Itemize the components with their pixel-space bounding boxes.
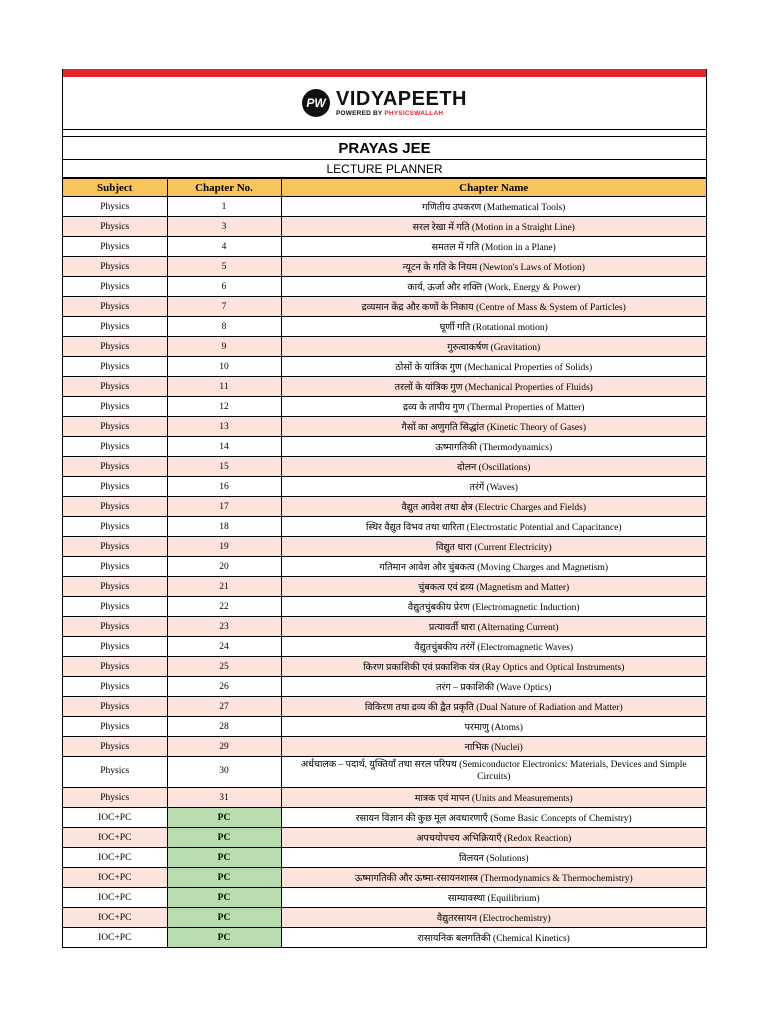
chapter-no-cell: PC [167, 808, 281, 828]
chapter-name-cell: ठोसों के यांत्रिक गुण (Mechanical Properties of Solids) [281, 357, 706, 377]
chapter-name-cell: चुंबकत्व एवं द्रव्य (Magnetism and Matter) [281, 577, 706, 597]
chapter-name-cell: तरलों के यांत्रिक गुण (Mechanical Properties of Fluids) [281, 377, 706, 397]
subject-cell: IOC+PC [63, 868, 167, 888]
logo-subtitle [336, 111, 467, 118]
table-row [63, 337, 706, 357]
table-row [63, 828, 706, 848]
subject-cell: Physics [63, 517, 167, 537]
subject-cell: IOC+PC [63, 828, 167, 848]
chapter-no-cell: 4 [167, 237, 281, 257]
subject-cell: Physics [63, 697, 167, 717]
chapter-no-cell: 28 [167, 717, 281, 737]
subject-cell: Physics [63, 417, 167, 437]
chapter-no-cell: 5 [167, 257, 281, 277]
chapter-no-cell: 22 [167, 597, 281, 617]
pw-logo-icon: PW [302, 89, 330, 117]
subject-cell: Physics [63, 297, 167, 317]
subject-cell: Physics [63, 237, 167, 257]
chapter-no-cell: 30 [167, 757, 281, 788]
table-row [63, 297, 706, 317]
chapter-name-cell: न्यूटन के गति के नियम (Newton's Laws of Motion) [281, 257, 706, 277]
subject-cell: Physics [63, 757, 167, 788]
brand-top-bar [63, 69, 706, 77]
table-row [63, 868, 706, 888]
subject-cell: Physics [63, 737, 167, 757]
table-row [63, 257, 706, 277]
chapter-name-cell: रसायन विज्ञान की कुछ मूल अवधारणाएँ (Some Basic Concepts of Chemistry) [281, 808, 706, 828]
chapter-no-cell: 3 [167, 217, 281, 237]
chapter-name-cell: तरंगें (Waves) [281, 477, 706, 497]
table-row [63, 788, 706, 808]
table-row [63, 317, 706, 337]
chapter-name-cell: नाभिक (Nuclei) [281, 737, 706, 757]
table-row [63, 277, 706, 297]
chapter-no-cell: 7 [167, 297, 281, 317]
page-title: PRAYAS JEE [63, 136, 706, 160]
chapter-name-cell: अर्धचालक – पदार्थ, युक्तियाँ तथा सरल परिपथ (Semiconductor Electronics: Materials, Devices and Simple Circuits) [281, 757, 706, 788]
chapter-name-cell: गुरुत्वाकर्षण (Gravitation) [281, 337, 706, 357]
subject-cell: Physics [63, 257, 167, 277]
subject-cell: Physics [63, 677, 167, 697]
table-row [63, 377, 706, 397]
chapter-name-cell: ऊष्मागतिकी और ऊष्मा-रसायनशास्त्र (Thermodynamics & Thermochemistry) [281, 868, 706, 888]
table-row [63, 597, 706, 617]
chapter-name-cell: वैद्युतचुंबकीय तरंगें (Electromagnetic Waves) [281, 637, 706, 657]
subject-cell: Physics [63, 317, 167, 337]
chapter-name-cell: गतिमान आवेश और चुंबकत्व (Moving Charges and Magnetism) [281, 557, 706, 577]
table-row [63, 757, 706, 788]
subject-cell: Physics [63, 337, 167, 357]
logo-text [336, 89, 467, 118]
chapter-no-cell: 11 [167, 377, 281, 397]
chapter-name-cell: रासायनिक बलगतिकी (Chemical Kinetics) [281, 928, 706, 948]
chapter-no-cell: 19 [167, 537, 281, 557]
subject-cell: IOC+PC [63, 808, 167, 828]
chapter-no-cell: PC [167, 868, 281, 888]
header-subject: Subject [63, 179, 167, 197]
chapter-no-cell: 24 [167, 637, 281, 657]
vidyapeeth-logo [302, 89, 467, 118]
subject-cell: Physics [63, 557, 167, 577]
subject-cell: Physics [63, 717, 167, 737]
chapter-name-cell: साम्यावस्था (Equilibrium) [281, 888, 706, 908]
table-row [63, 617, 706, 637]
table-row [63, 197, 706, 217]
chapter-name-cell: समतल में गति (Motion in a Plane) [281, 237, 706, 257]
chapter-no-cell: 16 [167, 477, 281, 497]
subject-cell: Physics [63, 597, 167, 617]
chapter-name-cell: वैद्युतचुंबकीय प्रेरण (Electromagnetic Induction) [281, 597, 706, 617]
chapter-name-cell: विकिरण तथा द्रव्य की द्वैत प्रकृति (Dual Nature of Radiation and Matter) [281, 697, 706, 717]
chapter-no-cell: 15 [167, 457, 281, 477]
chapter-no-cell: PC [167, 848, 281, 868]
subject-cell: Physics [63, 788, 167, 808]
chapter-name-cell: तरंग – प्रकाशिकी (Wave Optics) [281, 677, 706, 697]
chapter-name-cell: कार्य, ऊर्जा और शक्ति (Work, Energy & Power) [281, 277, 706, 297]
chapter-no-cell: 14 [167, 437, 281, 457]
chapter-no-cell: 26 [167, 677, 281, 697]
chapter-no-cell: 8 [167, 317, 281, 337]
chapter-name-cell: वैद्युतरसायन (Electrochemistry) [281, 908, 706, 928]
subject-cell: Physics [63, 277, 167, 297]
chapter-name-cell: किरण प्रकाशिकी एवं प्रकाशिक यंत्र (Ray Optics and Optical Instruments) [281, 657, 706, 677]
table-row [63, 437, 706, 457]
table-row [63, 928, 706, 948]
table-row [63, 737, 706, 757]
subject-cell: IOC+PC [63, 908, 167, 928]
table-row [63, 808, 706, 828]
subject-cell: IOC+PC [63, 888, 167, 908]
logo-area [63, 77, 706, 130]
table-row [63, 457, 706, 477]
subject-cell: Physics [63, 577, 167, 597]
subject-cell: Physics [63, 357, 167, 377]
subject-cell: Physics [63, 477, 167, 497]
chapter-name-cell: परमाणु (Atoms) [281, 717, 706, 737]
chapter-name-cell: प्रत्यावर्ती धारा (Alternating Current) [281, 617, 706, 637]
subject-cell: Physics [63, 657, 167, 677]
subject-cell: Physics [63, 397, 167, 417]
header-chapter-no: Chapter No. [167, 179, 281, 197]
subject-cell: Physics [63, 217, 167, 237]
chapter-name-cell: ऊष्मागतिकी (Thermodynamics) [281, 437, 706, 457]
lecture-planner-sheet [62, 69, 707, 948]
subject-cell: Physics [63, 637, 167, 657]
table-row [63, 577, 706, 597]
subject-cell: Physics [63, 497, 167, 517]
table-row [63, 477, 706, 497]
table-row [63, 517, 706, 537]
table-row [63, 417, 706, 437]
table-body [63, 197, 706, 948]
subject-cell: Physics [63, 537, 167, 557]
table-row [63, 537, 706, 557]
logo-sub-prefix: POWERED BY [336, 109, 385, 117]
chapter-no-cell: 10 [167, 357, 281, 377]
chapter-no-cell: 27 [167, 697, 281, 717]
chapter-no-cell: PC [167, 928, 281, 948]
chapter-name-cell: द्रव्यमान केंद्र और कणों के निकाय (Centre of Mass & System of Particles) [281, 297, 706, 317]
chapter-no-cell: 13 [167, 417, 281, 437]
table-row [63, 557, 706, 577]
chapter-name-cell: द्रव्य के तापीय गुण (Thermal Properties of Matter) [281, 397, 706, 417]
chapter-no-cell: 12 [167, 397, 281, 417]
table-header-row [63, 179, 706, 197]
chapter-no-cell: 23 [167, 617, 281, 637]
chapter-table [63, 178, 706, 948]
chapter-name-cell: सरल रेखा में गति (Motion in a Straight Line) [281, 217, 706, 237]
chapter-no-cell: 29 [167, 737, 281, 757]
subject-cell: IOC+PC [63, 928, 167, 948]
chapter-no-cell: 6 [167, 277, 281, 297]
table-row [63, 237, 706, 257]
chapter-name-cell: मात्रक एवं मापन (Units and Measurements) [281, 788, 706, 808]
subject-cell: Physics [63, 377, 167, 397]
chapter-no-cell: PC [167, 888, 281, 908]
chapter-name-cell: गैसों का अणुगति सिद्धांत (Kinetic Theory of Gases) [281, 417, 706, 437]
table-row [63, 677, 706, 697]
subject-cell: Physics [63, 457, 167, 477]
chapter-no-cell: 25 [167, 657, 281, 677]
chapter-name-cell: विलयन (Solutions) [281, 848, 706, 868]
page-subtitle: LECTURE PLANNER [63, 160, 706, 178]
chapter-no-cell: 1 [167, 197, 281, 217]
chapter-no-cell: PC [167, 828, 281, 848]
table-row [63, 637, 706, 657]
subject-cell: Physics [63, 197, 167, 217]
chapter-name-cell: विद्युत धारा (Current Electricity) [281, 537, 706, 557]
logo-title: VIDYAPEETH [336, 87, 467, 110]
chapter-no-cell: 21 [167, 577, 281, 597]
table-row [63, 848, 706, 868]
chapter-name-cell: अपचयोपचय अभिक्रियाएँ (Redox Reaction) [281, 828, 706, 848]
chapter-no-cell: 20 [167, 557, 281, 577]
chapter-no-cell: 31 [167, 788, 281, 808]
chapter-name-cell: दोलन (Oscillations) [281, 457, 706, 477]
chapter-no-cell: 17 [167, 497, 281, 517]
chapter-name-cell: घूर्णी गति (Rotational motion) [281, 317, 706, 337]
table-row [63, 397, 706, 417]
chapter-name-cell: वैद्युत आवेश तथा क्षेत्र (Electric Charges and Fields) [281, 497, 706, 517]
table-row [63, 888, 706, 908]
subject-cell: IOC+PC [63, 848, 167, 868]
chapter-no-cell: PC [167, 908, 281, 928]
chapter-no-cell: 9 [167, 337, 281, 357]
table-row [63, 717, 706, 737]
logo-sub-brand: PHYSICSWALLAH [384, 109, 444, 117]
chapter-no-cell: 18 [167, 517, 281, 537]
subject-cell: Physics [63, 617, 167, 637]
table-row [63, 357, 706, 377]
table-row [63, 497, 706, 517]
table-row [63, 217, 706, 237]
table-row [63, 657, 706, 677]
chapter-name-cell: स्थिर वैद्युत विभव तथा धारिता (Electrostatic Potential and Capacitance) [281, 517, 706, 537]
chapter-name-cell: गणितीय उपकरण (Mathematical Tools) [281, 197, 706, 217]
table-row [63, 908, 706, 928]
header-chapter-name: Chapter Name [281, 179, 706, 197]
table-row [63, 697, 706, 717]
subject-cell: Physics [63, 437, 167, 457]
